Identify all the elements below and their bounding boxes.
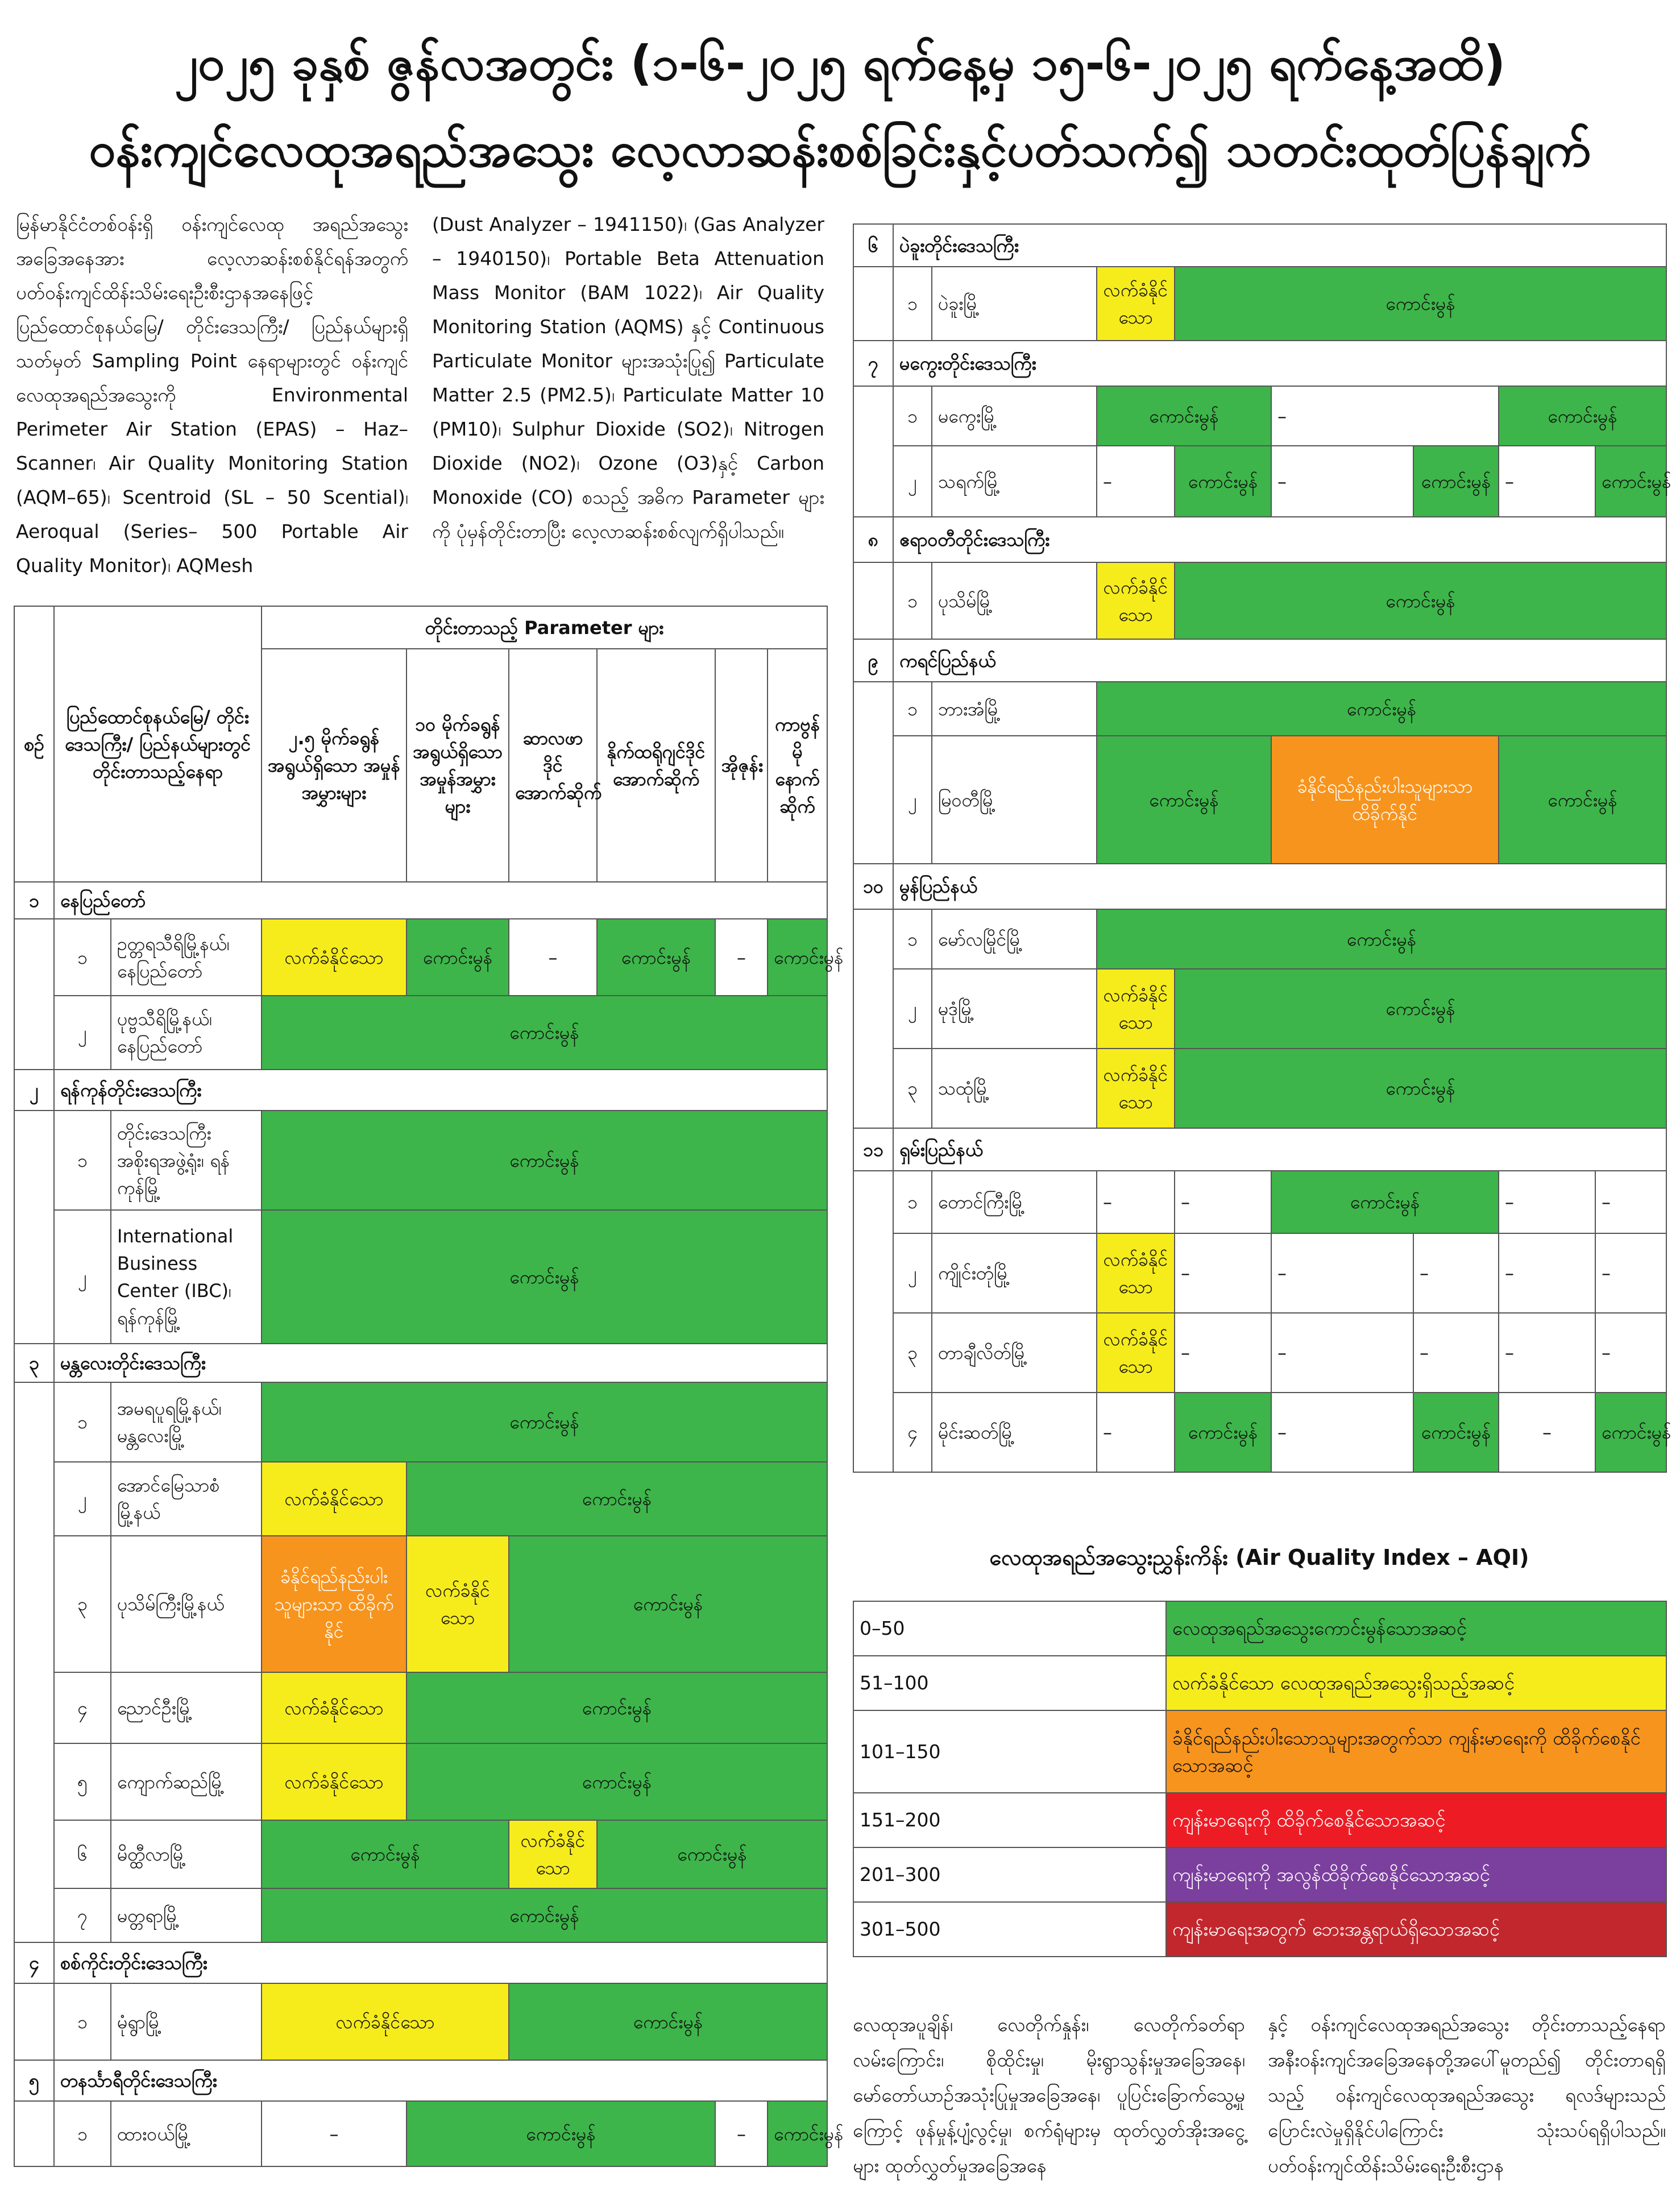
region-name: ရန်ကုန်တိုင်းဒေသကြီး (54, 1070, 827, 1111)
row-no: ၂ (893, 736, 932, 864)
row-no: ၂ (893, 1233, 932, 1313)
col-header-pm10: ၁၀ မိုက်ခရွန်အရွယ်ရှိသော အမှုန်အမွှားများ (406, 649, 509, 882)
row-place: သရက်မြို့ (932, 446, 1097, 517)
row-no: ၁ (893, 267, 932, 341)
region-name: မွန်ပြည်နယ် (893, 864, 1666, 909)
status-none: – (1097, 1171, 1175, 1233)
status-sensitive: ခံနိုင်ရည်နည်းပါးသူများသာ ထိခိုက်နိုင် (1271, 736, 1499, 864)
status-good: ကောင်းမွန် (768, 2101, 827, 2166)
region-name: နေပြည်တော် (54, 882, 827, 919)
status-moderate: လက်ခံနိုင်သော (1097, 1049, 1175, 1128)
status-good: ကောင်းမွန် (406, 1462, 827, 1536)
status-none: – (1271, 1233, 1413, 1313)
aqi-range: 51–100 (853, 1656, 1166, 1710)
status-none: – (1175, 1233, 1271, 1313)
status-good: ကောင်းမွန် (1097, 682, 1666, 736)
status-none: – (715, 919, 768, 996)
row-no: ၁ (54, 919, 111, 996)
footer-paragraph-col1: လေထုအပူချိန်၊ လေတိုက်နှုန်း၊ လေတိုက်ခတ်ရာလမ်းကြောင်း၊ စိုထိုင်းမှု၊ မိုးရွာသွန်းမှုအခြေအနေ၊ မော်တော်ယာဉ်အသုံးပြုမှုအခြေအနေ၊ ပူပြင်းခြောက်သွေ့မှုကြောင့် ဖုန်မှုန့်ပျံ့လွင့်မှု၊ စက်ရုံများမှ ထုတ်လွှတ်အိုးအငွေ့များ ထုတ်လွှတ်မှုအခြေအနေ (853, 2013, 1245, 2177)
status-good: ကောင်းမွန် (262, 1382, 827, 1462)
status-good: ကောင်းမွန် (1097, 386, 1271, 446)
status-none: – (1499, 446, 1595, 517)
status-moderate: လက်ခံနိုင်သော (262, 1983, 509, 2060)
row-place: တာချီလိတ်မြို့ (932, 1313, 1097, 1393)
row-no: ၁ (54, 1983, 111, 2060)
row-no: ၁ (893, 1171, 932, 1233)
row-place: International Business Center (IBC)၊ ရန်ကုန်မြို့ (111, 1210, 262, 1344)
page-title-line2: ဝန်းကျင်လေထုအရည်အသွေး လေ့လာဆန်းစစ်ခြင်းနှင့်ပတ်သက်၍ သတင်းထုတ်ပြန်ချက် (89, 122, 1591, 177)
status-good: ကောင်းမွန် (1595, 446, 1666, 517)
status-none: – (1499, 1233, 1595, 1313)
row-place: မိတ္ထီလာမြို့ (111, 1820, 262, 1888)
row-no: ၅ (54, 1743, 111, 1820)
region-no: ၈ (853, 517, 893, 562)
status-none: – (1271, 446, 1413, 517)
status-good: ကောင်းမွန် (597, 919, 715, 996)
status-good: ကောင်းမွန် (406, 1743, 827, 1820)
status-none: – (1175, 1313, 1271, 1393)
status-good: ကောင်းမွန် (768, 919, 827, 996)
row-place: အမရပူရမြို့နယ်၊ မန္တလေးမြို့ (111, 1382, 262, 1462)
status-good: ကောင်းမွန် (1097, 736, 1271, 864)
status-good: ကောင်းမွန် (262, 996, 827, 1070)
region-no: ၁၀ (853, 864, 893, 909)
row-no: ၁ (54, 1382, 111, 1462)
aqi-desc-moderate: လက်ခံနိုင်သော လေထုအရည်အသွေးရှိသည့်အဆင့် (1166, 1656, 1666, 1710)
region-no: ၁၁ (853, 1128, 893, 1171)
region-name: ပဲခူးတိုင်းဒေသကြီး (893, 224, 1666, 267)
row-no: ၁ (893, 386, 932, 446)
status-none: – (509, 919, 597, 996)
aqi-desc-good: လေထုအရည်အသွေးကောင်းမွန်သောအဆင့် (1166, 1601, 1666, 1656)
col-header-place: ပြည်ထောင်စုနယ်မြေ/ တိုင်းဒေသကြီး/ ပြည်နယ်များတွင် တိုင်းတာသည့်နေရာ (54, 606, 262, 882)
row-no: ၂ (54, 1462, 111, 1536)
row-place: မတ္တရာမြို့ (111, 1888, 262, 1942)
status-good: ကောင်းမွန် (262, 1888, 827, 1942)
status-moderate: လက်ခံနိုင်သော (509, 1820, 597, 1888)
status-good: ကောင်းမွန် (1271, 1171, 1499, 1233)
status-none: – (1175, 1171, 1271, 1233)
region-no: ၉ (853, 639, 893, 682)
row-no: ၁ (893, 682, 932, 736)
row-no: ၃ (893, 1049, 932, 1128)
region-no: ၁ (14, 882, 54, 919)
row-place: ကျောက်ဆည်မြို့ (111, 1743, 262, 1820)
row-place: မြဝတီမြို့ (932, 736, 1097, 864)
status-good: ကောင်းမွန် (1499, 736, 1666, 864)
aqi-desc-unhealthy: ကျန်းမာရေးကို ထိခိုက်စေနိုင်သောအဆင့် (1166, 1793, 1666, 1847)
status-good: ကောင်းမွန် (1175, 1393, 1271, 1472)
row-no: ၂ (54, 996, 111, 1070)
row-no: ၄ (54, 1672, 111, 1743)
row-place: တောင်ကြီးမြို့ (932, 1171, 1097, 1233)
status-none: – (1595, 1233, 1666, 1313)
region-name: ရှမ်းပြည်နယ် (893, 1128, 1666, 1171)
col-header-co: ကာဗွန်မိုနောက်ဆိုက် (768, 649, 827, 882)
status-moderate: လက်ခံနိုင်သော (262, 919, 406, 996)
status-none: – (1595, 1313, 1666, 1393)
status-good: ကောင်းမွန် (509, 1536, 827, 1672)
page-title-line1: ၂၀၂၅ ခုနှစ် ဇွန်လအတွင်း (၁-၆-၂၀၂၅ ရက်နေ့မှ ၁၅-၆-၂၀၂၅ ရက်နေ့အထိ) (174, 35, 1506, 91)
status-none: – (1413, 1313, 1499, 1393)
status-none: – (1097, 446, 1175, 517)
status-none: – (1271, 1393, 1413, 1472)
row-no: ၃ (54, 1536, 111, 1672)
region-name: တနင်္သာရီတိုင်းဒေသကြီး (54, 2060, 827, 2101)
aqi-range: 101–150 (853, 1710, 1166, 1793)
status-good: ကောင်းမွန် (1175, 446, 1271, 517)
status-none: – (1097, 1393, 1175, 1472)
row-place: ပုဗ္ဗသီရိမြို့နယ်၊ နေပြည်တော် (111, 996, 262, 1070)
region-name: မန္တလေးတိုင်းဒေသကြီး (54, 1344, 827, 1382)
col-header-no2: နိုက်ထရိုဂျင်ဒိုင်အောက်ဆိုက် (597, 649, 715, 882)
intro-paragraph-col2: (Dust Analyzer – 1941150)၊ (Gas Analyzer – 1940150)၊ Portable Beta Attenuation Mass Monitor (BAM 1022)၊ Air Quality Monitoring Station (AQMS) နှင့် Continuous Particulate Monitor များအသုံးပြု၍ Particulate Matter 2.5 (PM2.5)၊ Particulate Matter 10 (PM10)၊ Sulphur Dioxide (SO2)၊ Nitrogen Dioxide (NO2)၊ Ozone (O3)နှင့် Carbon Monoxide (CO) စသည့် အဓိက Parameter များကို ပုံမှန်တိုင်းတာပြီး လေ့လာဆန်းစစ်လျက်ရှိပါသည်။ (432, 213, 824, 542)
status-good: ကောင်းမွန် (1097, 909, 1666, 969)
col-header-pm25: ၂.၅ မိုက်ခရွန်အရွယ်ရှိသော အမှုန်အမွှားများ (262, 649, 406, 882)
row-no: ၆ (54, 1820, 111, 1888)
status-moderate: လက်ခံနိုင်သော (1097, 267, 1175, 341)
status-good: ကောင်းမွန် (262, 1210, 827, 1344)
status-moderate: လက်ခံနိုင်သော (262, 1743, 406, 1820)
status-good: ကောင်းမွန် (509, 1983, 827, 2060)
row-place: မော်လမြိုင်မြို့ (932, 909, 1097, 969)
row-place: မုံရွာမြို့ (111, 1983, 262, 2060)
status-none: – (715, 2101, 768, 2166)
intro-paragraph-col1: မြန်မာနိုင်ငံတစ်ဝန်းရှိ ဝန်းကျင်လေထု အရည်အသွေးအခြေအနေအား လေ့လာဆန်းစစ်နိုင်ရန်အတွက် ပတ်ဝန်းကျင်ထိန်းသိမ်းရေးဦးစီးဌာနအနေဖြင့် ပြည်ထောင်စုနယ်မြေ/ တိုင်းဒေသကြီး/ ပြည်နယ်များရှိ သတ်မှတ် Sampling Point နေရာများတွင် ဝန်းကျင်လေထုအရည်အသွေးကို Environmental Perimeter Air Station (EPAS) – Haz–Scanner၊ Air Quality Monitoring Station (AQM–65)၊ Scentroid (SL – 50 Scential)၊ Aeroqual (Series– 500 Portable Air Quality Monitor)၊ AQMesh (16, 213, 408, 577)
row-place: မုဒုံမြို့ (932, 969, 1097, 1049)
row-no: ၃ (893, 1313, 932, 1393)
aqi-range: 151–200 (853, 1793, 1166, 1847)
status-good: ကောင်းမွန် (262, 1820, 509, 1888)
row-place: ကျိုင်းတုံမြို့ (932, 1233, 1097, 1313)
aqi-desc-hazardous: ကျန်းမာရေးအတွက် ဘေးအန္တရာယ်ရှိသောအဆင့် (1166, 1902, 1666, 1957)
col-header-no: စဉ် (14, 606, 54, 882)
row-place: ဘားအံမြို့ (932, 682, 1097, 736)
region-no: ၃ (14, 1344, 54, 1382)
row-no: ၂ (54, 1210, 111, 1344)
status-good: ကောင်းမွန် (406, 1672, 827, 1743)
region-no: ၇ (853, 341, 893, 386)
aqi-desc-very-unhealthy: ကျန်းမာရေးကို အလွန်ထိခိုက်စေနိုင်သောအဆင့် (1166, 1847, 1666, 1902)
region-name: စစ်ကိုင်းတိုင်းဒေသကြီး (54, 1942, 827, 1983)
row-place: ပဲခူးမြို့ (932, 267, 1097, 341)
row-no: ၁ (54, 2101, 111, 2166)
status-moderate: လက်ခံနိုင်သော (262, 1672, 406, 1743)
row-place: ပုသိမ်မြို့ (932, 562, 1097, 639)
row-no: ၂ (893, 446, 932, 517)
status-moderate: လက်ခံနိုင်သော (1097, 1233, 1175, 1313)
status-good: ကောင်းမွန် (1175, 562, 1666, 639)
status-good: ကောင်းမွန် (597, 1820, 827, 1888)
region-no: ၆ (853, 224, 893, 267)
status-none: – (262, 2101, 406, 2166)
row-no: ၂ (893, 969, 932, 1049)
aqi-range: 201–300 (853, 1847, 1166, 1902)
footer-paragraph-col2: နှင့် ဝန်းကျင်လေထုအရည်အသွေး တိုင်းတာသည့်နေရာ အနီးဝန်းကျင်အခြေအနေတို့အပေါ်မူတည်၍ တိုင်းတာရရှိသည့် ဝန်းကျင်လေထုအရည်အသွေး ရလဒ်များသည် ပြောင်းလဲမှုရှိနိုင်ပါကြောင်း သုံးသပ်ရရှိပါသည်။ ပတ်ဝန်းကျင်ထိန်းသိမ်းရေးဦးစီးဌာန (1268, 2013, 1666, 2177)
region-no: ၅ (14, 2060, 54, 2101)
row-place: အောင်မြေသာစံမြို့နယ် (111, 1462, 262, 1536)
col-header-o3: အိုဇုန်း (715, 649, 768, 882)
region-no: ၂ (14, 1070, 54, 1111)
status-moderate: လက်ခံနိုင်သော (1097, 562, 1175, 639)
status-none: – (1499, 1171, 1595, 1233)
row-place: ထားဝယ်မြို့ (111, 2101, 262, 2166)
status-good: ကောင်းမွန် (262, 1111, 827, 1210)
row-no: ၄ (893, 1393, 932, 1472)
row-no: ၇ (54, 1888, 111, 1942)
status-good: ကောင်းမွန် (1499, 386, 1666, 446)
status-moderate: လက်ခံနိုင်သော (1097, 1313, 1175, 1393)
aqi-desc-sensitive: ခံနိုင်ရည်နည်းပါးသောသူများအတွက်သာ ကျန်းမာရေးကို ထိခိုက်စေနိုင်သောအဆင့် (1166, 1710, 1666, 1793)
status-moderate: လက်ခံနိုင်သော (1097, 969, 1175, 1049)
aqi-title: လေထုအရည်အသွေးညွှန်းကိန်း (Air Quality Index – AQI) (989, 1545, 1529, 1570)
status-good: ကောင်းမွန် (1175, 267, 1666, 341)
row-place: မကွေးမြို့ (932, 386, 1097, 446)
col-header-params: တိုင်းတာသည့် Parameter များ (262, 606, 827, 649)
status-good: ကောင်းမွန် (1175, 1049, 1666, 1128)
status-good: ကောင်းမွန် (1175, 969, 1666, 1049)
row-place: ညောင်ဦးမြို့ (111, 1672, 262, 1743)
status-good: ကောင်းမွန် (1595, 1393, 1666, 1472)
status-sensitive: ခံနိုင်ရည်နည်းပါးသူများသာ ထိခိုက်နိုင် (262, 1536, 406, 1672)
status-moderate: လက်ခံနိုင်သော (406, 1536, 509, 1672)
row-no: ၁ (893, 562, 932, 639)
region-name: မကွေးတိုင်းဒေသကြီး (893, 341, 1666, 386)
status-none: – (1499, 1393, 1595, 1472)
status-none: – (1595, 1171, 1666, 1233)
region-name: ကရင်ပြည်နယ် (893, 639, 1666, 682)
row-place: ပုသိမ်ကြီးမြို့နယ် (111, 1536, 262, 1672)
row-place: မိုင်းဆတ်မြို့ (932, 1393, 1097, 1472)
status-none: – (1499, 1313, 1595, 1393)
status-good: ကောင်းမွန် (1413, 1393, 1499, 1472)
status-good: ကောင်းမွန် (1413, 446, 1499, 517)
left-air-quality-table (14, 606, 844, 2167)
right-air-quality-table (853, 223, 1671, 1473)
status-none: – (1271, 386, 1499, 446)
row-place: သထုံမြို့ (932, 1049, 1097, 1128)
row-no: ၁ (893, 909, 932, 969)
row-place: ဥတ္တရသီရိမြို့နယ်၊ နေပြည်တော် (111, 919, 262, 996)
aqi-range: 0–50 (853, 1601, 1166, 1656)
row-no: ၁ (54, 1111, 111, 1210)
status-good: ကောင်းမွန် (406, 2101, 715, 2166)
aqi-range: 301–500 (853, 1902, 1166, 1957)
region-no: ၄ (14, 1942, 54, 1983)
col-header-so2: ဆာလဖာဒိုင်အောက်ဆိုက် (509, 649, 597, 882)
aqi-legend-table (853, 1601, 1667, 1957)
status-moderate: လက်ခံနိုင်သော (262, 1462, 406, 1536)
region-name: ဧရာဝတီတိုင်းဒေသကြီး (893, 517, 1666, 562)
row-place: တိုင်းဒေသကြီး အစိုးရအဖွဲ့ရုံး၊ ရန်ကုန်မြို့ (111, 1111, 262, 1210)
status-none: – (1413, 1233, 1499, 1313)
status-none: – (1271, 1313, 1413, 1393)
status-good: ကောင်းမွန် (406, 919, 509, 996)
